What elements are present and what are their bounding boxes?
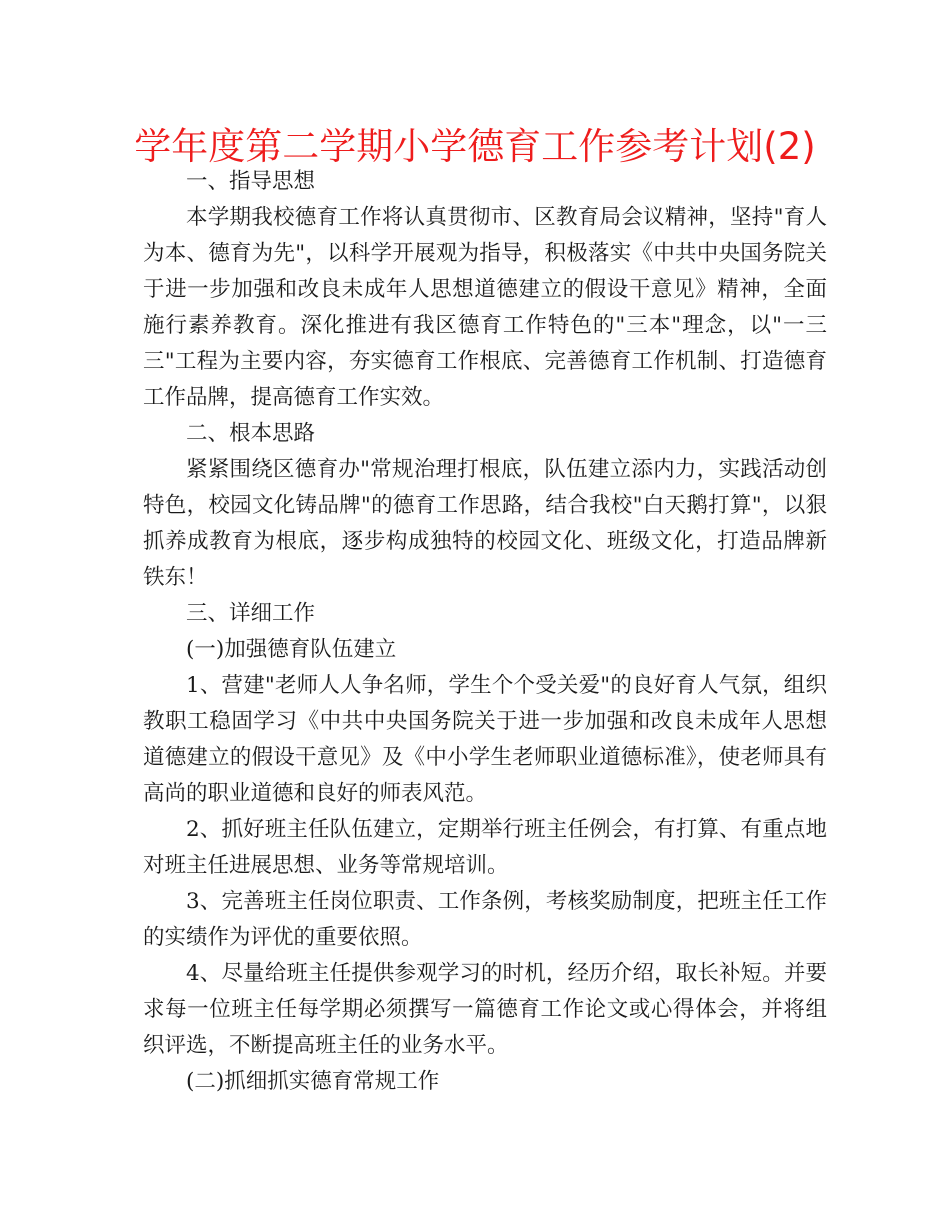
- paragraph-item-2: 2、抓好班主任队伍建立，定期举行班主任例会，有打算、有重点地对班主任进展思想、业务等常规培训。: [143, 817, 827, 878]
- paragraph-item-4: 4、尽量给班主任提供参观学习的时机，经历介绍，取长补短。并要求每一位班主任每学期必须撰写一篇德育工作论文或心得体会，并将组织评选，不断提高班主任的业务水平。: [143, 961, 827, 1058]
- section-heading-guiding-thought: 一、指导思想: [186, 169, 316, 194]
- section-heading-basic-approach: 二、根本思路: [186, 421, 316, 446]
- paragraph-item-1: 1、营建"老师人人争名师，学生个个受关爱"的良好育人气氛，组织教职工稳固学习《中共中央国务院关于进一步加强和改良未成年人思想道德建立的假设干意见》及《中小学生老师职业道德标准》，使老师具有高尚的职业道德和良好的师表风范。: [143, 673, 827, 806]
- paragraph-item-3: 3、完善班主任岗位职责、工作条例，考核奖励制度，把班主任工作的实绩作为评优的重要依照。: [143, 889, 827, 950]
- paragraph-guiding-thought: 本学期我校德育工作将认真贯彻市、区教育局会议精神，坚持"育人为本、德育为先"，以科学开展观为指导，积极落实《中共中央国务院关于进一步加强和改良未成年人思想道德建立的假设干意见》精神，全面施行素养教育。深化推进有我区德育工作特色的"三本"理念，以"一三三"工程为主要内容，夯实德育工作根底、完善德育工作机制、打造德育工作品牌，提高德育工作实效。: [143, 205, 827, 410]
- document-body: [143, 164, 827, 1100]
- document-title: 学年度第二学期小学德育工作参考计划(2): [134, 125, 816, 168]
- subsection-heading-routine-work: (二)抓细抓实德育常规工作: [186, 1069, 440, 1094]
- section-heading-detailed-work: 三、详细工作: [186, 601, 316, 626]
- paragraph-basic-approach: 紧紧围绕区德育办"常规治理打根底，队伍建立添内力，实践活动创特色，校园文化铸品牌"的德育工作思路，结合我校"白天鹅打算"，以狠抓养成教育为根底，逐步构成独特的校园文化、班级文化，打造品牌新铁东！: [143, 457, 827, 590]
- subsection-heading-team-building: (一)加强德育队伍建立: [186, 637, 397, 662]
